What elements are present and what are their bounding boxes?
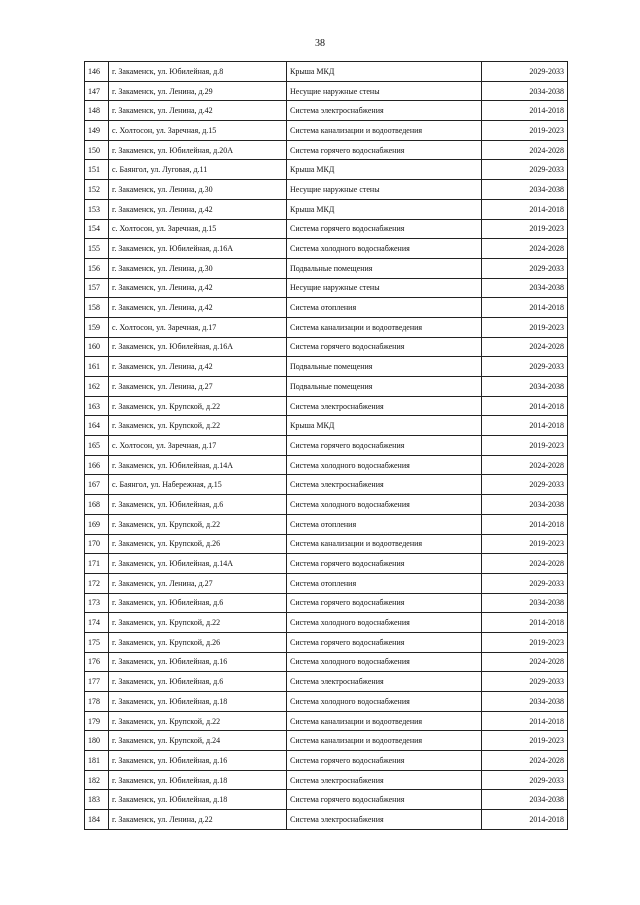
period-cell: 2024-2028	[482, 140, 568, 160]
work-type-cell: Система холодного водоснабжения	[287, 455, 482, 475]
period-cell: 2029-2033	[482, 770, 568, 790]
work-type-cell: Система горячего водоснабжения	[287, 554, 482, 574]
period-cell: 2014-2018	[482, 101, 568, 121]
work-type-cell: Система горячего водоснабжения	[287, 337, 482, 357]
work-type-cell: Система холодного водоснабжения	[287, 239, 482, 259]
address-cell: г. Закаменск, ул. Крупской, д.22	[109, 514, 287, 534]
period-cell: 2034-2038	[482, 278, 568, 298]
table-row	[85, 593, 568, 613]
table-row	[85, 160, 568, 180]
work-type-cell: Система горячего водоснабжения	[287, 140, 482, 160]
work-type-cell: Система канализации и водоотведения	[287, 317, 482, 337]
table-body	[85, 62, 568, 830]
table-row	[85, 219, 568, 239]
work-type-cell: Система электроснабжения	[287, 475, 482, 495]
period-cell: 2029-2033	[482, 475, 568, 495]
period-cell: 2024-2028	[482, 337, 568, 357]
work-type-cell: Система отопления	[287, 298, 482, 318]
row-number-cell: 150	[85, 140, 109, 160]
table-row	[85, 652, 568, 672]
work-type-cell: Система горячего водоснабжения	[287, 751, 482, 771]
table-row	[85, 534, 568, 554]
address-cell: г. Закаменск, ул. Ленина, д.27	[109, 573, 287, 593]
period-cell: 2034-2038	[482, 377, 568, 397]
row-number-cell: 169	[85, 514, 109, 534]
row-number-cell: 155	[85, 239, 109, 259]
work-type-cell: Система канализации и водоотведения	[287, 534, 482, 554]
period-cell: 2024-2028	[482, 751, 568, 771]
address-cell: г. Закаменск, ул. Ленина, д.22	[109, 810, 287, 830]
work-type-cell: Несущие наружные стены	[287, 81, 482, 101]
row-number-cell: 164	[85, 416, 109, 436]
address-cell: г. Закаменск, ул. Крупской, д.22	[109, 613, 287, 633]
period-cell: 2034-2038	[482, 81, 568, 101]
table-row	[85, 396, 568, 416]
table-row	[85, 101, 568, 121]
period-cell: 2014-2018	[482, 298, 568, 318]
table-row	[85, 672, 568, 692]
period-cell: 2019-2023	[482, 534, 568, 554]
period-cell: 2019-2023	[482, 121, 568, 141]
address-cell: г. Закаменск, ул. Юбилейная, д.16	[109, 652, 287, 672]
period-cell: 2034-2038	[482, 692, 568, 712]
table-row	[85, 770, 568, 790]
table-row	[85, 475, 568, 495]
period-cell: 2014-2018	[482, 416, 568, 436]
work-type-cell: Система горячего водоснабжения	[287, 219, 482, 239]
address-cell: г. Закаменск, ул. Ленина, д.29	[109, 81, 287, 101]
row-number-cell: 157	[85, 278, 109, 298]
work-type-cell: Система электроснабжения	[287, 101, 482, 121]
table-row	[85, 239, 568, 259]
period-cell: 2024-2028	[482, 455, 568, 475]
address-cell: г. Закаменск, ул. Юбилейная, д.20А	[109, 140, 287, 160]
address-cell: г. Закаменск, ул. Ленина, д.42	[109, 298, 287, 318]
period-cell: 2034-2038	[482, 180, 568, 200]
address-cell: г. Закаменск, ул. Ленина, д.30	[109, 258, 287, 278]
table-row	[85, 436, 568, 456]
row-number-cell: 173	[85, 593, 109, 613]
table-row	[85, 632, 568, 652]
work-type-cell: Крыша МКД	[287, 62, 482, 82]
work-type-cell: Система отопления	[287, 573, 482, 593]
row-number-cell: 158	[85, 298, 109, 318]
row-number-cell: 181	[85, 751, 109, 771]
address-cell: г. Закаменск, ул. Крупской, д.22	[109, 416, 287, 436]
period-cell: 2034-2038	[482, 790, 568, 810]
table-row	[85, 416, 568, 436]
address-cell: с. Холтосон, ул. Заречная, д.15	[109, 219, 287, 239]
period-cell: 2014-2018	[482, 711, 568, 731]
address-cell: г. Закаменск, ул. Ленина, д.42	[109, 199, 287, 219]
row-number-cell: 161	[85, 357, 109, 377]
row-number-cell: 174	[85, 613, 109, 633]
work-type-cell: Система горячего водоснабжения	[287, 790, 482, 810]
row-number-cell: 175	[85, 632, 109, 652]
work-type-cell: Система канализации и водоотведения	[287, 121, 482, 141]
row-number-cell: 170	[85, 534, 109, 554]
table-row	[85, 514, 568, 534]
period-cell: 2029-2033	[482, 672, 568, 692]
address-cell: г. Закаменск, ул. Крупской, д.26	[109, 632, 287, 652]
period-cell: 2024-2028	[482, 554, 568, 574]
address-cell: г. Закаменск, ул. Крупской, д.22	[109, 711, 287, 731]
row-number-cell: 176	[85, 652, 109, 672]
work-type-cell: Система холодного водоснабжения	[287, 613, 482, 633]
address-cell: г. Закаменск, ул. Ленина, д.42	[109, 357, 287, 377]
table-row	[85, 455, 568, 475]
row-number-cell: 153	[85, 199, 109, 219]
work-type-cell: Подвальные помещения	[287, 258, 482, 278]
address-cell: г. Закаменск, ул. Юбилейная, д.18	[109, 692, 287, 712]
table-row	[85, 180, 568, 200]
row-number-cell: 166	[85, 455, 109, 475]
table-row	[85, 81, 568, 101]
table-row	[85, 121, 568, 141]
work-type-cell: Крыша МКД	[287, 416, 482, 436]
work-type-cell: Система горячего водоснабжения	[287, 593, 482, 613]
period-cell: 2019-2023	[482, 219, 568, 239]
period-cell: 2014-2018	[482, 810, 568, 830]
table-row	[85, 731, 568, 751]
table-row	[85, 337, 568, 357]
period-cell: 2029-2033	[482, 258, 568, 278]
row-number-cell: 177	[85, 672, 109, 692]
work-type-cell: Система холодного водоснабжения	[287, 692, 482, 712]
table-row	[85, 199, 568, 219]
row-number-cell: 172	[85, 573, 109, 593]
work-type-cell: Подвальные помещения	[287, 357, 482, 377]
repair-schedule-table	[84, 61, 568, 830]
row-number-cell: 179	[85, 711, 109, 731]
page-number: 38	[315, 38, 325, 49]
work-type-cell: Система горячего водоснабжения	[287, 632, 482, 652]
row-number-cell: 156	[85, 258, 109, 278]
period-cell: 2024-2028	[482, 239, 568, 259]
table-row	[85, 790, 568, 810]
table-row	[85, 62, 568, 82]
table-row	[85, 278, 568, 298]
address-cell: г. Закаменск, ул. Юбилейная, д.16	[109, 751, 287, 771]
address-cell: с. Холтосон, ул. Заречная, д.17	[109, 436, 287, 456]
address-cell: г. Закаменск, ул. Юбилейная, д.18	[109, 790, 287, 810]
row-number-cell: 168	[85, 495, 109, 515]
row-number-cell: 149	[85, 121, 109, 141]
work-type-cell: Крыша МКД	[287, 160, 482, 180]
period-cell: 2019-2023	[482, 731, 568, 751]
work-type-cell: Система электроснабжения	[287, 672, 482, 692]
row-number-cell: 165	[85, 436, 109, 456]
row-number-cell: 152	[85, 180, 109, 200]
period-cell: 2019-2023	[482, 436, 568, 456]
row-number-cell: 180	[85, 731, 109, 751]
period-cell: 2029-2033	[482, 357, 568, 377]
address-cell: с. Баянгол, ул. Луговая, д.11	[109, 160, 287, 180]
row-number-cell: 146	[85, 62, 109, 82]
row-number-cell: 162	[85, 377, 109, 397]
work-type-cell: Подвальные помещения	[287, 377, 482, 397]
address-cell: г. Закаменск, ул. Ленина, д.27	[109, 377, 287, 397]
address-cell: г. Закаменск, ул. Юбилейная, д.14А	[109, 554, 287, 574]
table-row	[85, 298, 568, 318]
table-row	[85, 573, 568, 593]
work-type-cell: Система электроснабжения	[287, 770, 482, 790]
period-cell: 2014-2018	[482, 199, 568, 219]
row-number-cell: 147	[85, 81, 109, 101]
work-type-cell: Система холодного водоснабжения	[287, 652, 482, 672]
row-number-cell: 159	[85, 317, 109, 337]
table-row	[85, 751, 568, 771]
address-cell: с. Баянгол, ул. Набережная, д.15	[109, 475, 287, 495]
work-type-cell: Система электроснабжения	[287, 396, 482, 416]
work-type-cell: Система канализации и водоотведения	[287, 731, 482, 751]
row-number-cell: 171	[85, 554, 109, 574]
address-cell: г. Закаменск, ул. Юбилейная, д.18	[109, 770, 287, 790]
work-type-cell: Несущие наружные стены	[287, 278, 482, 298]
address-cell: г. Закаменск, ул. Юбилейная, д.6	[109, 593, 287, 613]
work-type-cell: Несущие наружные стены	[287, 180, 482, 200]
period-cell: 2014-2018	[482, 514, 568, 534]
period-cell: 2029-2033	[482, 573, 568, 593]
address-cell: г. Закаменск, ул. Крупской, д.22	[109, 396, 287, 416]
table-row	[85, 711, 568, 731]
work-type-cell: Система канализации и водоотведения	[287, 711, 482, 731]
row-number-cell: 154	[85, 219, 109, 239]
address-cell: г. Закаменск, ул. Юбилейная, д.14А	[109, 455, 287, 475]
address-cell: с. Холтосон, ул. Заречная, д.15	[109, 121, 287, 141]
table-row	[85, 140, 568, 160]
period-cell: 2019-2023	[482, 632, 568, 652]
period-cell: 2019-2023	[482, 317, 568, 337]
period-cell: 2034-2038	[482, 495, 568, 515]
table-row	[85, 357, 568, 377]
work-type-cell: Система холодного водоснабжения	[287, 495, 482, 515]
address-cell: г. Закаменск, ул. Ленина, д.42	[109, 278, 287, 298]
row-number-cell: 178	[85, 692, 109, 712]
period-cell: 2029-2033	[482, 160, 568, 180]
work-type-cell: Крыша МКД	[287, 199, 482, 219]
address-cell: г. Закаменск, ул. Юбилейная, д.16А	[109, 337, 287, 357]
address-cell: г. Закаменск, ул. Юбилейная, д.6	[109, 672, 287, 692]
address-cell: г. Закаменск, ул. Крупской, д.26	[109, 534, 287, 554]
period-cell: 2034-2038	[482, 593, 568, 613]
table-row	[85, 692, 568, 712]
table-row	[85, 377, 568, 397]
table-row	[85, 495, 568, 515]
address-cell: г. Закаменск, ул. Ленина, д.42	[109, 101, 287, 121]
work-type-cell: Система отопления	[287, 514, 482, 534]
row-number-cell: 160	[85, 337, 109, 357]
table-row	[85, 317, 568, 337]
period-cell: 2014-2018	[482, 396, 568, 416]
table-row	[85, 613, 568, 633]
period-cell: 2014-2018	[482, 613, 568, 633]
period-cell: 2024-2028	[482, 652, 568, 672]
row-number-cell: 182	[85, 770, 109, 790]
period-cell: 2029-2033	[482, 62, 568, 82]
row-number-cell: 163	[85, 396, 109, 416]
address-cell: г. Закаменск, ул. Ленина, д.30	[109, 180, 287, 200]
address-cell: г. Закаменск, ул. Юбилейная, д.8	[109, 62, 287, 82]
table-row	[85, 258, 568, 278]
row-number-cell: 184	[85, 810, 109, 830]
work-type-cell: Система горячего водоснабжения	[287, 436, 482, 456]
address-cell: г. Закаменск, ул. Юбилейная, д.16А	[109, 239, 287, 259]
address-cell: с. Холтосон, ул. Заречная, д.17	[109, 317, 287, 337]
address-cell: г. Закаменск, ул. Юбилейная, д.6	[109, 495, 287, 515]
row-number-cell: 148	[85, 101, 109, 121]
table-row	[85, 554, 568, 574]
row-number-cell: 183	[85, 790, 109, 810]
row-number-cell: 167	[85, 475, 109, 495]
row-number-cell: 151	[85, 160, 109, 180]
table-row	[85, 810, 568, 830]
work-type-cell: Система электроснабжения	[287, 810, 482, 830]
address-cell: г. Закаменск, ул. Крупской, д.24	[109, 731, 287, 751]
